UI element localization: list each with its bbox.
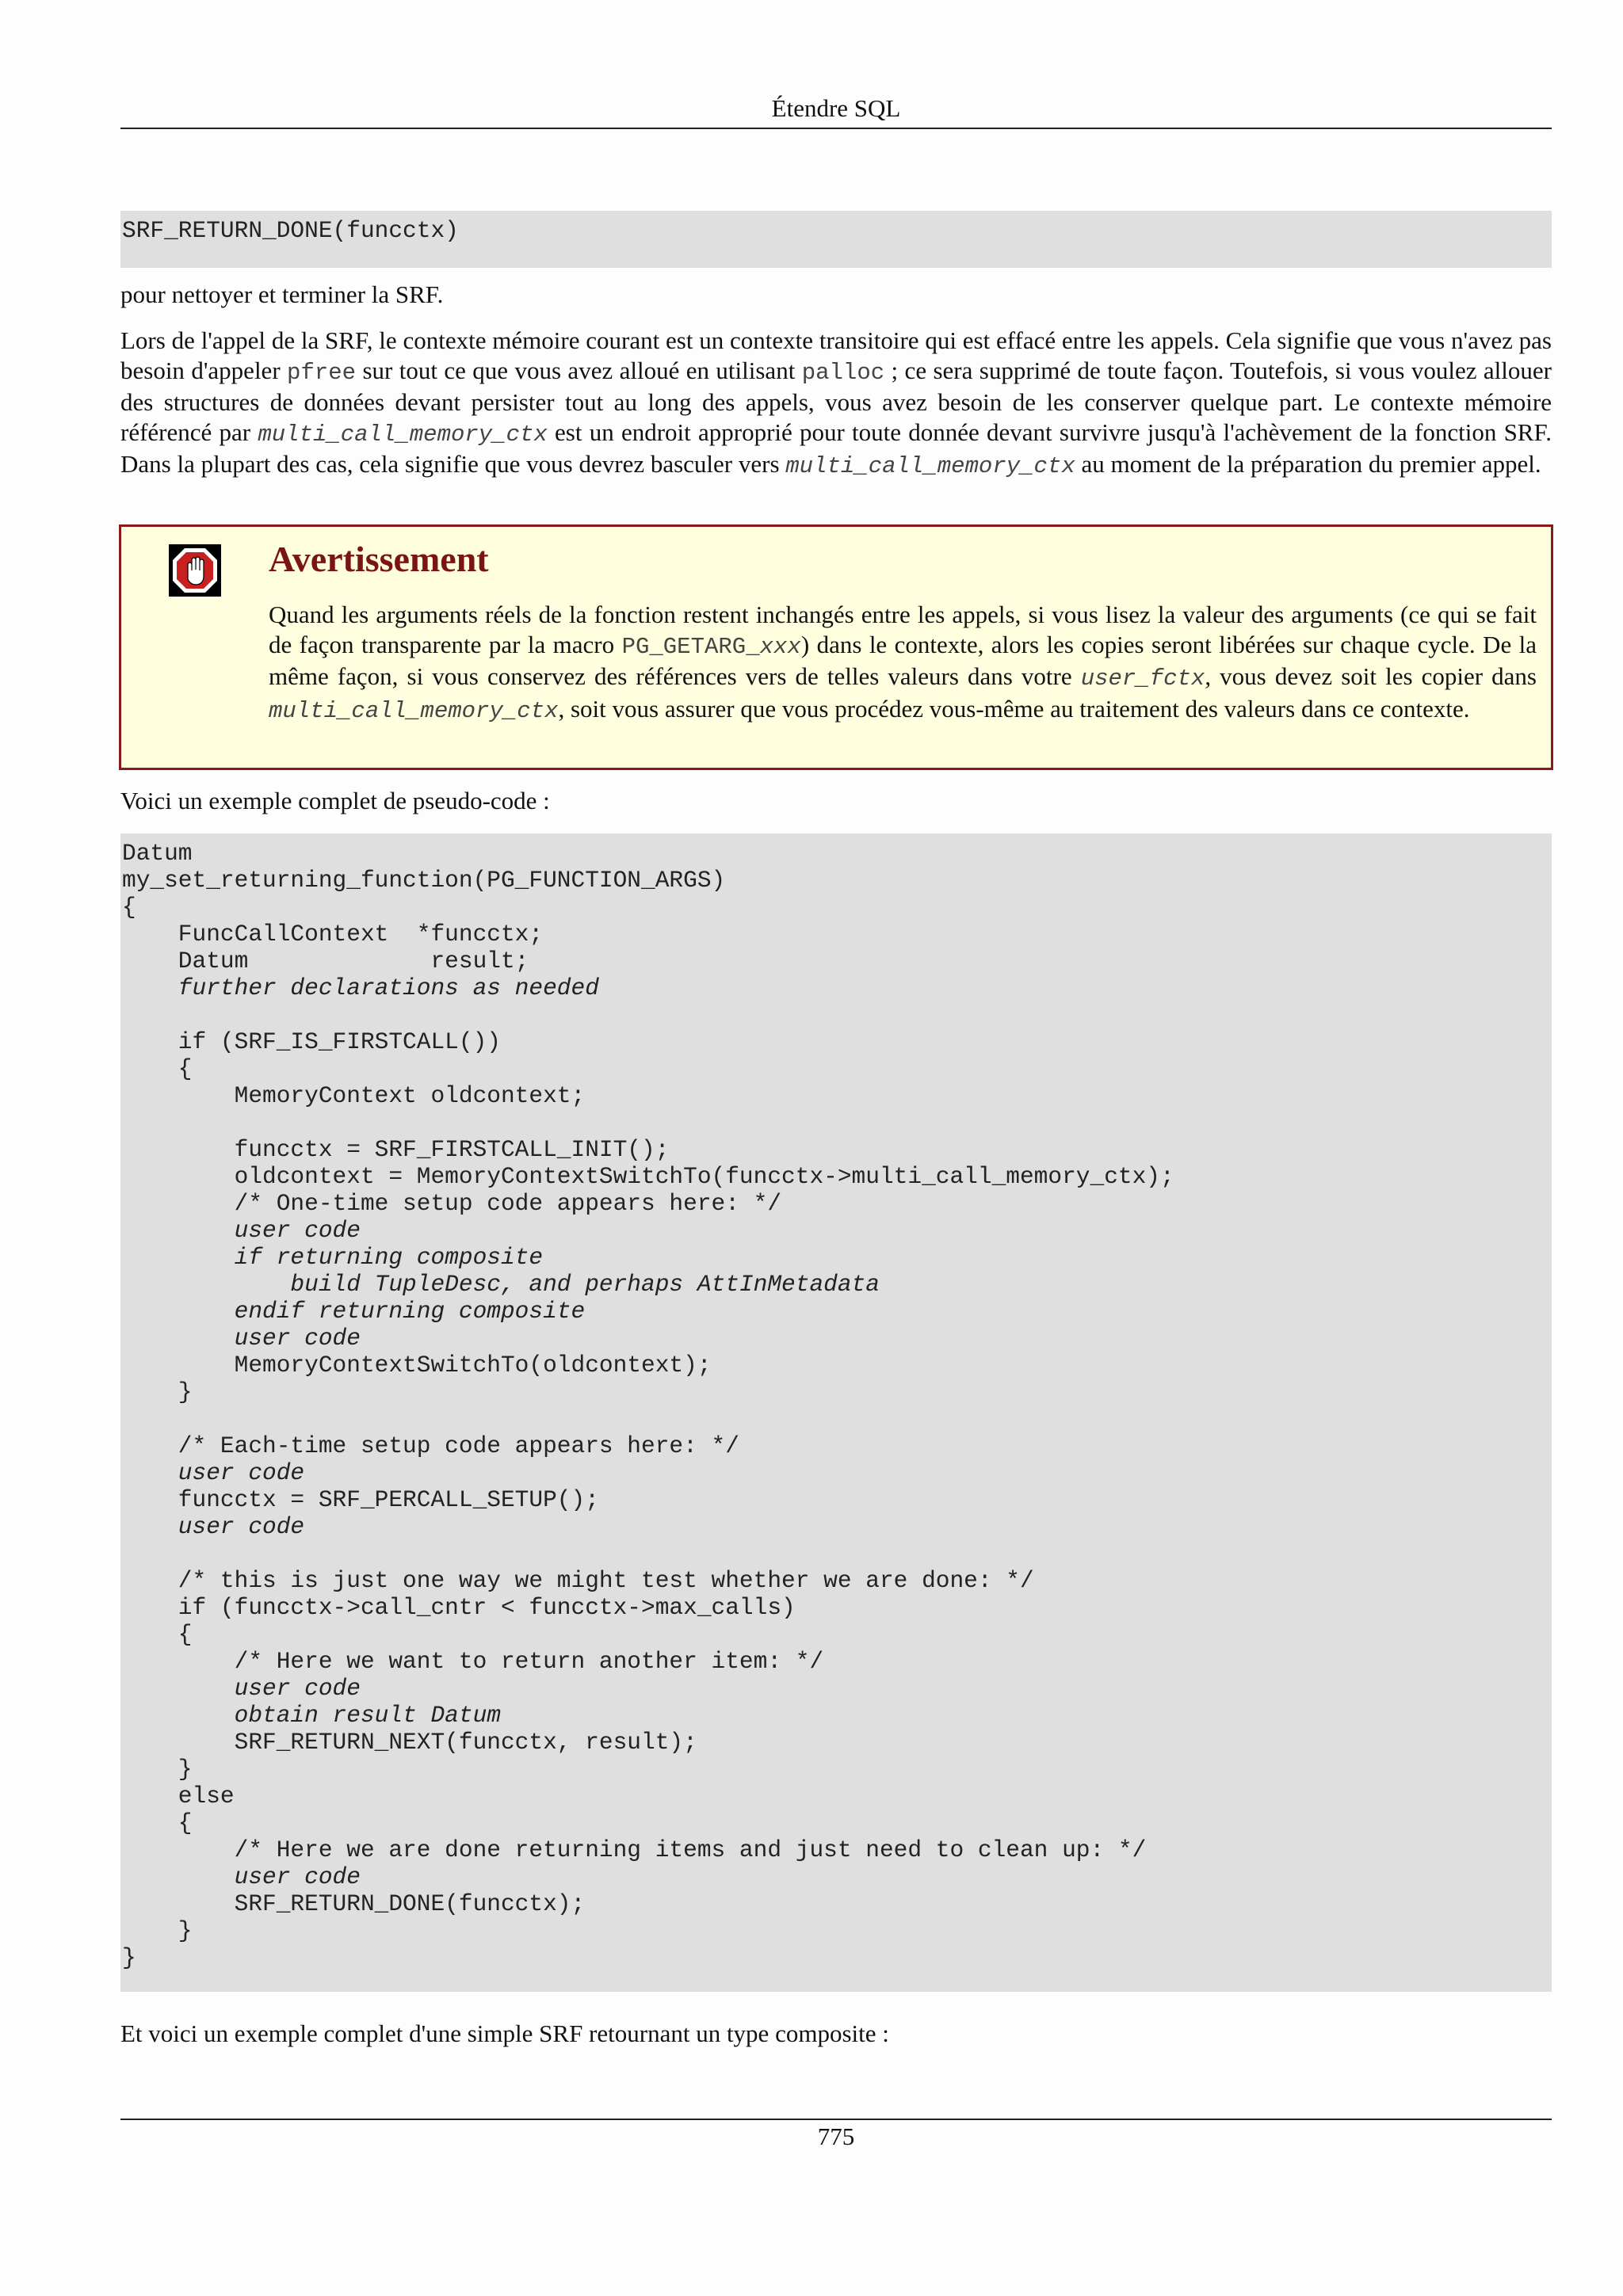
code-line: obtain result Datum: [122, 1702, 501, 1729]
code-line: my_set_returning_function(PG_FUNCTION_ARGS): [122, 867, 726, 894]
code-line: /* Here we are done returning items and just need to clean up: */: [122, 1836, 1147, 1863]
code-line: /* Here we want to return another item: */: [122, 1648, 824, 1675]
code-line: funcctx = SRF_PERCALL_SETUP();: [122, 1486, 599, 1513]
inline-code-multi-call-memory-ctx: multi_call_memory_ctx: [269, 697, 559, 724]
paragraph-example-intro: Voici un exemple complet de pseudo-code :: [120, 787, 550, 814]
inline-code-multi-call-memory-ctx: multi_call_memory_ctx: [258, 421, 548, 448]
code-line: MemoryContext oldcontext;: [122, 1082, 586, 1109]
code-line: user code: [122, 1325, 361, 1352]
code-line: oldcontext = MemoryContextSwitchTo(funcctx->multi_call_memory_ctx);: [122, 1163, 1174, 1190]
inline-code-multi-call-memory-ctx: multi_call_memory_ctx: [785, 453, 1075, 479]
code-line: Datum result;: [122, 948, 529, 974]
inline-code-xxx: xxx: [759, 633, 801, 660]
code-line: user code: [122, 1459, 305, 1486]
code-line: build TupleDesc, and perhaps AttInMetadata: [122, 1271, 880, 1298]
paragraph-memory-context: Lors de l'appel de la SRF, le contexte mémoire courant est un contexte transitoire qui est effacé entre les appels. Cela signifie que vous n'avez pas besoin d'appeler pfree sur tout ce que vous avez alloué en utilisant palloc ; ce sera supprimé de toute façon. Toutefois, si vous voulez allouer des structures de données devant persister tout au long des appels, vous avez besoin de les conserver quelque part. Le contexte mémoire référencé par multi_call_memory_ctx est un endroit approprié pour toute donnée devant survivre jusqu'à l'achèvement de la fonction SRF. Dans la plupart des cas, cela signifie que vous devrez basculer vers multi_call_memory_ctx au moment de la préparation du premier appel.: [120, 326, 1552, 479]
inline-code-user-fctx: user_fctx: [1080, 666, 1205, 692]
paragraph-cleanup: pour nettoyer et terminer la SRF.: [120, 280, 444, 308]
code-block-pseudo-code: [120, 833, 1552, 1992]
inline-code-pg-getarg: PG_GETARG_: [621, 633, 760, 660]
code-line: further declarations as needed: [122, 974, 599, 1001]
footer-divider: [120, 2119, 1552, 2120]
code-line: }: [122, 1917, 193, 1944]
code-line: }: [122, 1379, 193, 1405]
inline-code-pfree: pfree: [287, 359, 357, 386]
code-line: {: [122, 894, 136, 921]
header-divider: [120, 128, 1552, 129]
code-line: SRF_RETURN_DONE(funcctx);: [122, 1890, 586, 1917]
paragraph-composite-intro: Et voici un exemple complet d'une simple SRF retournant un type composite :: [120, 2019, 889, 2047]
code-line: endif returning composite: [122, 1298, 586, 1325]
code-line: SRF_RETURN_NEXT(funcctx, result);: [122, 1729, 697, 1756]
page-number: 775: [817, 2122, 855, 2150]
code-line: }: [122, 1944, 136, 1971]
code-line: if (funcctx->call_cntr < funcctx->max_calls): [122, 1594, 796, 1621]
stop-hand-icon: [169, 544, 221, 597]
code-line: /* this is just one way we might test whether we are done: */: [122, 1567, 1034, 1594]
code-line: else: [122, 1783, 235, 1810]
running-header: Étendre SQL: [771, 94, 901, 122]
warning-box: [119, 524, 1553, 770]
warning-title: Avertissement: [269, 539, 489, 579]
code-block-return-done: SRF_RETURN_DONE(funcctx): [120, 211, 1552, 268]
code-line: user code: [122, 1863, 361, 1890]
code-line: {: [122, 1055, 193, 1082]
code-line: /* Each-time setup code appears here: */: [122, 1432, 739, 1459]
code-line: user code: [122, 1675, 361, 1702]
warning-text: Quand les arguments réels de la fonction restent inchangés entre les appels, si vous lisez la valeur des arguments (ce qui se fait de façon transparente par la macro PG_GETARG_xxx) dans le contexte, alors les copies seront libérées sur chaque cycle. De la même façon, si vous conservez des références vers de telles valeurs dans votre user_fctx, vous devez soit les copier dans multi_call_memory_ctx, soit vous assurer que vous procédez vous-même au traitement des valeurs dans ce contexte.: [269, 601, 1537, 724]
code-line: {: [122, 1810, 193, 1836]
code-line: if (SRF_IS_FIRSTCALL()): [122, 1028, 501, 1055]
code-line: MemoryContextSwitchTo(oldcontext);: [122, 1352, 712, 1379]
code-line: user code: [122, 1513, 305, 1540]
code-line: /* One-time setup code appears here: */: [122, 1190, 782, 1217]
code-line: }: [122, 1756, 193, 1783]
code-line: Datum: [122, 840, 193, 867]
code-line: funcctx = SRF_FIRSTCALL_INIT();: [122, 1136, 670, 1163]
code-line: user code: [122, 1217, 361, 1244]
inline-code-palloc: palloc: [801, 359, 885, 386]
code-line: {: [122, 1621, 193, 1648]
code-line: FuncCallContext *funcctx;: [122, 921, 544, 948]
code-line: if returning composite: [122, 1244, 544, 1271]
